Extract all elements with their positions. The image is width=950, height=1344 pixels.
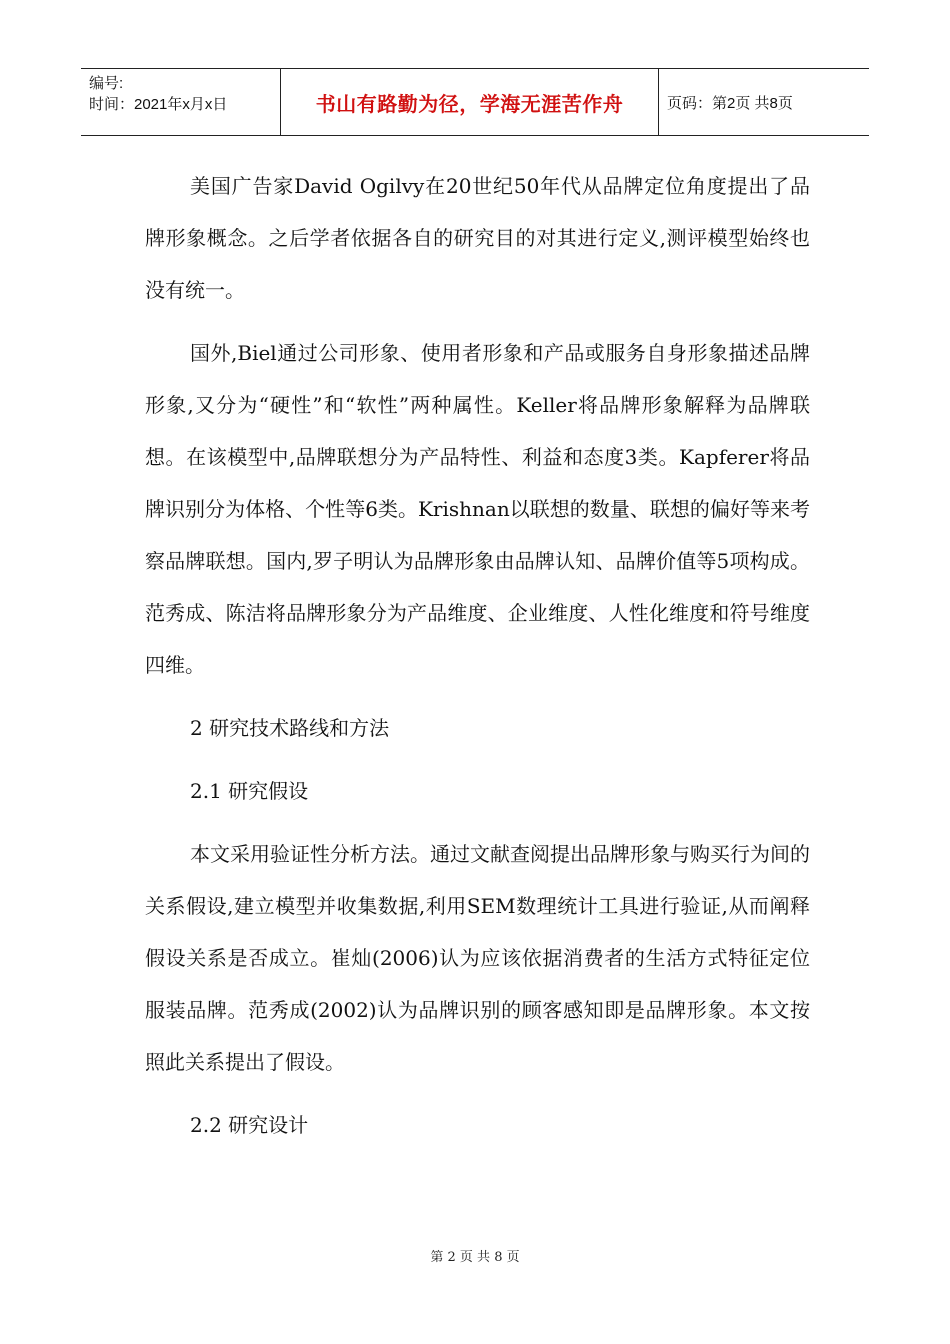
header-motto: 书山有路勤为径，学海无涯苦作舟	[281, 69, 659, 135]
section-heading-methods: 2 研究技术路线和方法	[190, 716, 390, 740]
page-footer: 第 2 页 共 8 页	[430, 1250, 520, 1265]
subsection-heading-hypothesis: 2.1 研究假设	[190, 779, 309, 803]
paragraph-literature-review: 国外,Biel通过公司形象、使用者形象和产品或服务自身形象描述品牌形象,又分为“硬性”和“软性”两种属性。Keller将品牌形象解释为品牌联想。在该模型中,品牌联想分为产品特性、利益和态度3类。Kapferer将品牌识别分为体格、个性等6类。Krishnan以联想的数量、联想的偏好等来考察品牌联想。国内,罗子明认为品牌形象由品牌认知、品牌价值等5项构成。范秀成、陈洁将品牌形象分为产品维度、企业维度、人性化维度和符号维度四维。	[145, 341, 810, 677]
document-number-label: 编号:	[89, 75, 124, 92]
subsection-heading-design: 2.2 研究设计	[190, 1113, 309, 1137]
paragraph-hypothesis: 本文采用验证性分析方法。通过文献查阅提出品牌形象与购买行为间的关系假设,建立模型并收集数据,利用SEM数理统计工具进行验证,从而阐释假设关系是否成立。崔灿(2006)认为应该依据消费者的生活方式特征定位服装品牌。范秀成(2002)认为品牌识别的顾客感知即是品牌形象。本文按照此关系提出了假设。	[145, 842, 810, 1074]
document-date-label: 时间：2021年x月x日	[89, 96, 228, 113]
header-page-number: 页码：第2页 共8页	[667, 94, 793, 112]
document-header	[81, 68, 869, 136]
header-meta-cell	[81, 69, 281, 135]
paragraph-ogilvy: 美国广告家David Ogilvy在20世纪50年代从品牌定位角度提出了品牌形象概念。之后学者依据各自的研究目的对其进行定义,测评模型始终也没有统一。	[145, 174, 810, 302]
document-body	[145, 160, 810, 1151]
